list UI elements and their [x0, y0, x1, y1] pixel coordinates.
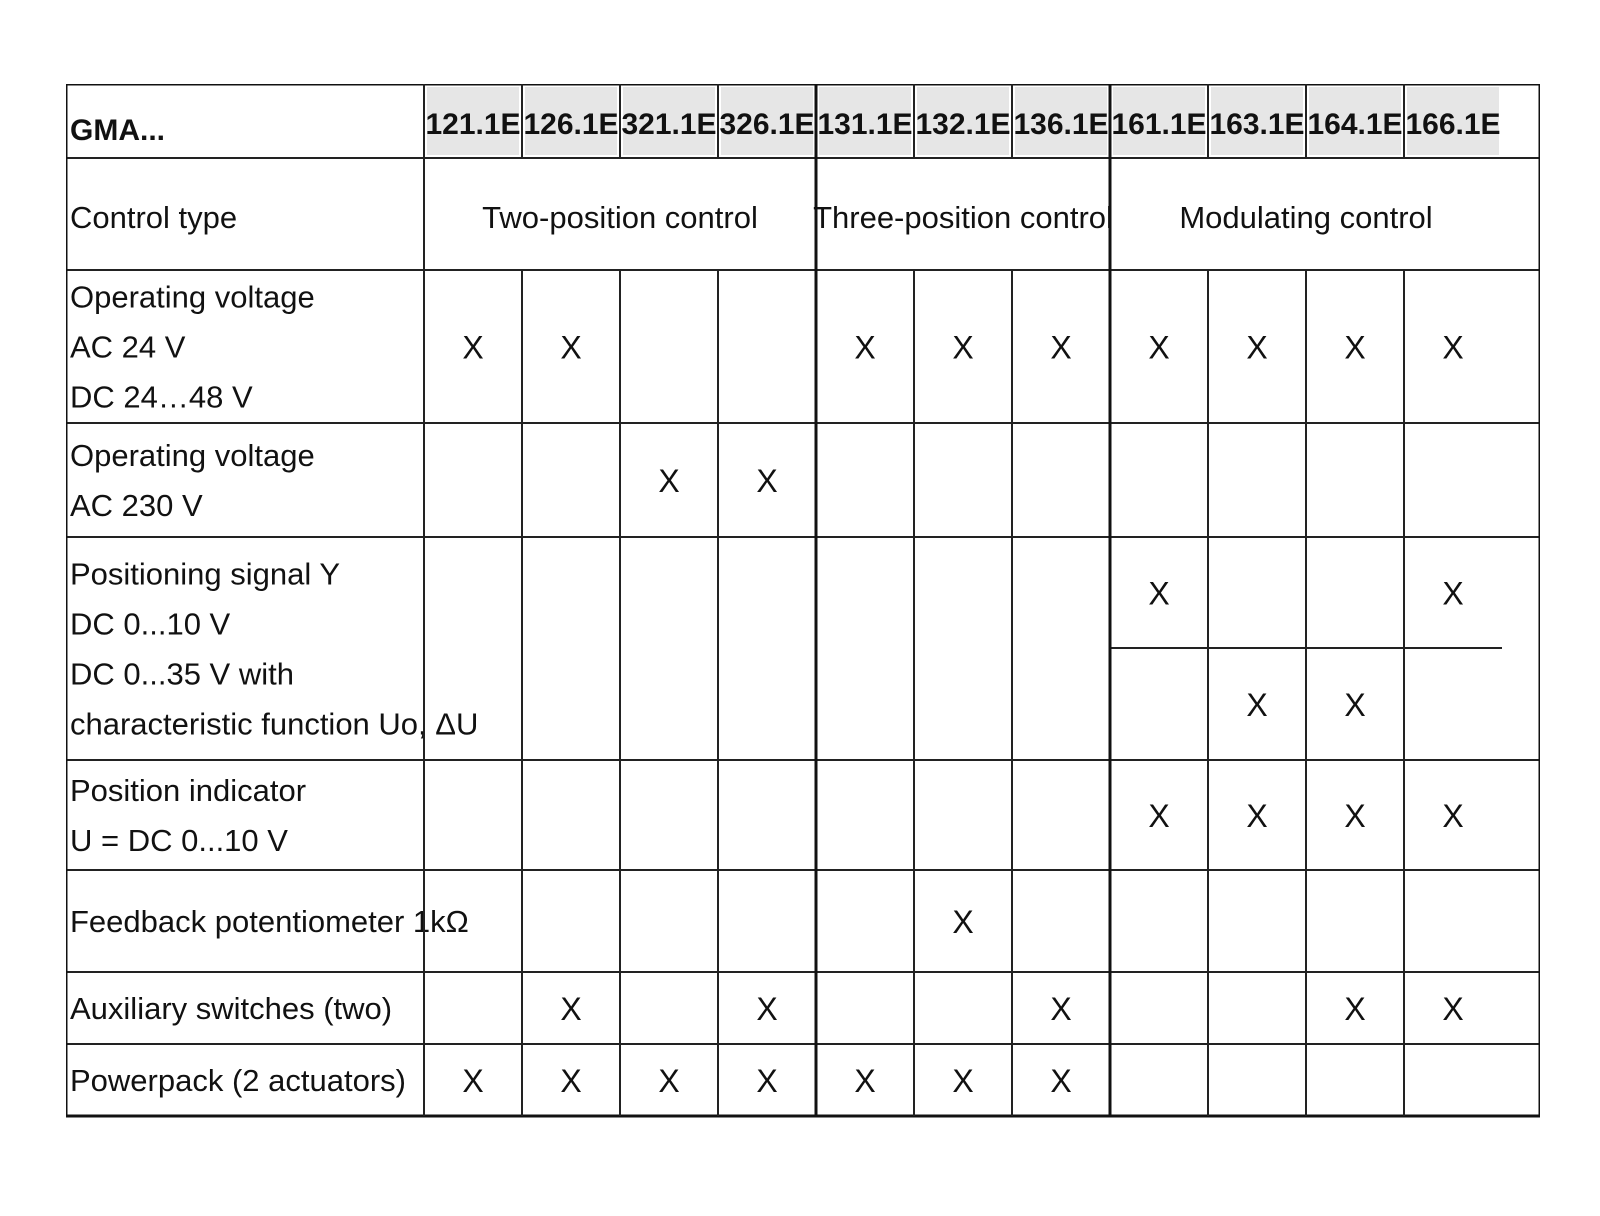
mark-row-1-col-5: X	[854, 329, 876, 366]
mark-row-4-col-10: X	[1344, 798, 1366, 834]
model-header-166-1E: 166.1E	[1405, 108, 1501, 141]
row-label-3-line-3: DC 0...35 V with	[70, 656, 294, 692]
mark-row-4-col-9: X	[1246, 798, 1268, 834]
control-type-label: Control type	[70, 200, 238, 235]
model-header-131-1E: 131.1E	[817, 108, 913, 141]
model-header-136-1E: 136.1E	[1013, 108, 1109, 141]
mark-row-3a-col-8: X	[1148, 575, 1170, 612]
mark-row-1-col-1: X	[462, 329, 484, 366]
mark-row-6-col-11: X	[1442, 991, 1464, 1027]
model-header-321-1E: 321.1E	[621, 108, 717, 141]
mark-row-1-col-11: X	[1442, 329, 1464, 366]
model-header-161-1E: 161.1E	[1111, 108, 1207, 141]
row-label-1-line-2: AC 24 V	[70, 329, 186, 365]
row-label-4-line-1: Position indicator	[70, 773, 307, 808]
row-label-5-line-1: Feedback potentiometer 1kΩ	[70, 904, 469, 939]
mark-row-7-col-2: X	[560, 1063, 582, 1099]
row-label-4-line-2: U = DC 0...10 V	[70, 823, 288, 858]
model-header-132-1E: 132.1E	[915, 108, 1011, 141]
row-label-1-line-3: DC 24…48 V	[70, 379, 253, 415]
control-group-2: Three-position control	[813, 200, 1113, 235]
row-label-6-line-1: Auxiliary switches (two)	[70, 991, 393, 1026]
mark-row-6-col-7: X	[1050, 991, 1072, 1027]
mark-row-3a-col-11: X	[1442, 575, 1464, 612]
mark-row-6-col-4: X	[756, 991, 778, 1027]
mark-row-6-col-10: X	[1344, 991, 1366, 1027]
model-header-326-1E: 326.1E	[719, 108, 815, 141]
mark-row-2-col-3: X	[658, 463, 680, 499]
mark-row-4-col-11: X	[1442, 798, 1464, 834]
model-header-121-1E: 121.1E	[425, 108, 521, 141]
mark-row-7-col-5: X	[854, 1063, 876, 1099]
mark-row-7-col-7: X	[1050, 1063, 1072, 1099]
mark-row-7-col-1: X	[462, 1063, 484, 1099]
row-label-3-line-1: Positioning signal Y	[70, 556, 340, 592]
gma-comparison-grid	[66, 84, 1540, 1144]
row-label-2-line-2: AC 230 V	[70, 488, 203, 523]
mark-row-1-col-8: X	[1148, 329, 1170, 366]
mark-row-3b-col-9: X	[1246, 687, 1268, 723]
row-label-7-line-1: Powerpack (2 actuators)	[70, 1063, 406, 1098]
model-header-126-1E: 126.1E	[523, 108, 619, 141]
control-group-1: Two-position control	[482, 200, 758, 235]
mark-row-1-col-2: X	[560, 329, 582, 366]
row-label-3-line-4: characteristic function Uo, ΔU	[70, 706, 479, 742]
mark-row-4-col-8: X	[1148, 798, 1170, 834]
corner-label: GMA...	[70, 114, 165, 147]
row-label-2-line-1: Operating voltage	[70, 438, 315, 473]
model-header-164-1E: 164.1E	[1307, 108, 1403, 141]
model-header-163-1E: 163.1E	[1209, 108, 1305, 141]
mark-row-1-col-7: X	[1050, 329, 1072, 366]
mark-row-7-col-6: X	[952, 1063, 974, 1099]
gma-model-table	[66, 84, 1540, 1144]
mark-row-5-col-6: X	[952, 904, 974, 940]
mark-row-1-col-9: X	[1246, 329, 1268, 366]
mark-row-1-col-10: X	[1344, 329, 1366, 366]
mark-row-2-col-4: X	[756, 463, 778, 499]
mark-row-3b-col-10: X	[1344, 687, 1366, 723]
control-group-3: Modulating control	[1179, 200, 1433, 235]
mark-row-1-col-6: X	[952, 329, 974, 366]
mark-row-6-col-2: X	[560, 991, 582, 1027]
row-label-3-line-2: DC 0...10 V	[70, 606, 231, 642]
mark-row-7-col-3: X	[658, 1063, 680, 1099]
row-label-1-line-1: Operating voltage	[70, 279, 315, 315]
mark-row-7-col-4: X	[756, 1063, 778, 1099]
